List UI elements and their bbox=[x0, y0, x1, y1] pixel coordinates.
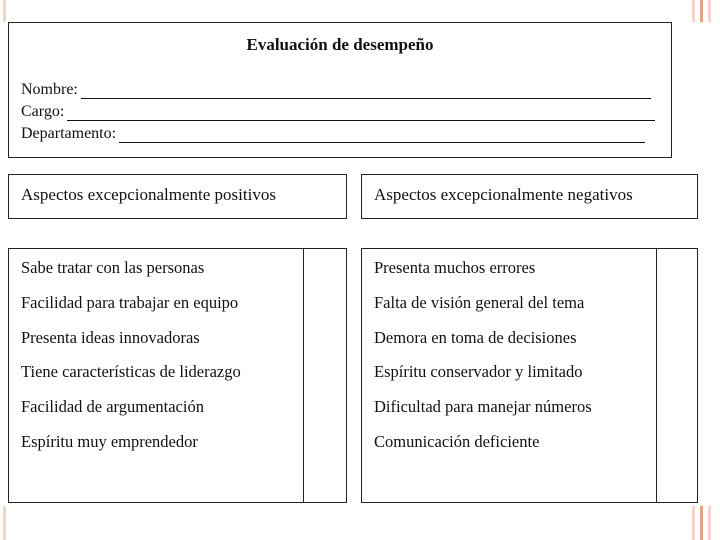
list-item: Presenta ideas innovadoras bbox=[21, 327, 200, 347]
form-title: Evaluación de desempeño bbox=[246, 35, 434, 54]
list-item: Presenta muchos errores bbox=[374, 258, 536, 277]
negative-check-column-divider bbox=[656, 249, 657, 502]
corner-decoration-bottom-right bbox=[688, 506, 720, 540]
field-line-nombre[interactable] bbox=[81, 84, 651, 99]
field-label-nombre: Nombre: bbox=[21, 81, 78, 98]
negative-heading-box bbox=[361, 174, 698, 219]
list-item: Facilidad para trabajar en equipo bbox=[21, 292, 239, 312]
field-row-nombre bbox=[21, 81, 651, 99]
corner-decoration-top-right bbox=[688, 0, 720, 22]
positive-check-column-divider bbox=[303, 249, 304, 502]
field-row-cargo bbox=[21, 103, 655, 121]
positive-list bbox=[21, 257, 241, 466]
negative-heading: Aspectos excepcionalmente negativos bbox=[374, 185, 633, 204]
field-row-departamento bbox=[21, 125, 645, 143]
negative-list-box bbox=[361, 248, 698, 503]
list-item: Sabe tratar con las personas bbox=[21, 258, 205, 277]
list-item: Comunicación deficiente bbox=[374, 431, 540, 451]
field-line-cargo[interactable] bbox=[67, 106, 655, 121]
list-item: Dificultad para manejar números bbox=[374, 397, 592, 417]
list-item: Espíritu muy emprendedor bbox=[21, 431, 198, 451]
positive-heading: Aspectos excepcionalmente positivos bbox=[21, 185, 276, 204]
list-item: Tiene características de liderazgo bbox=[21, 362, 241, 382]
list-item: Falta de visión general del tema bbox=[374, 292, 585, 312]
corner-decoration-top-left bbox=[0, 0, 10, 22]
negative-list bbox=[374, 257, 592, 466]
field-line-departamento[interactable] bbox=[119, 128, 645, 143]
list-item: Espíritu conservador y limitado bbox=[374, 362, 583, 382]
field-label-cargo: Cargo: bbox=[21, 103, 65, 120]
field-label-departamento: Departamento: bbox=[21, 125, 117, 142]
positive-list-box bbox=[8, 248, 347, 503]
list-item: Demora en toma de decisiones bbox=[374, 327, 577, 347]
list-item: Facilidad de argumentación bbox=[21, 397, 204, 417]
corner-decoration-bottom-left bbox=[0, 506, 10, 540]
evaluation-header-box bbox=[8, 22, 672, 158]
positive-heading-box bbox=[8, 174, 347, 219]
